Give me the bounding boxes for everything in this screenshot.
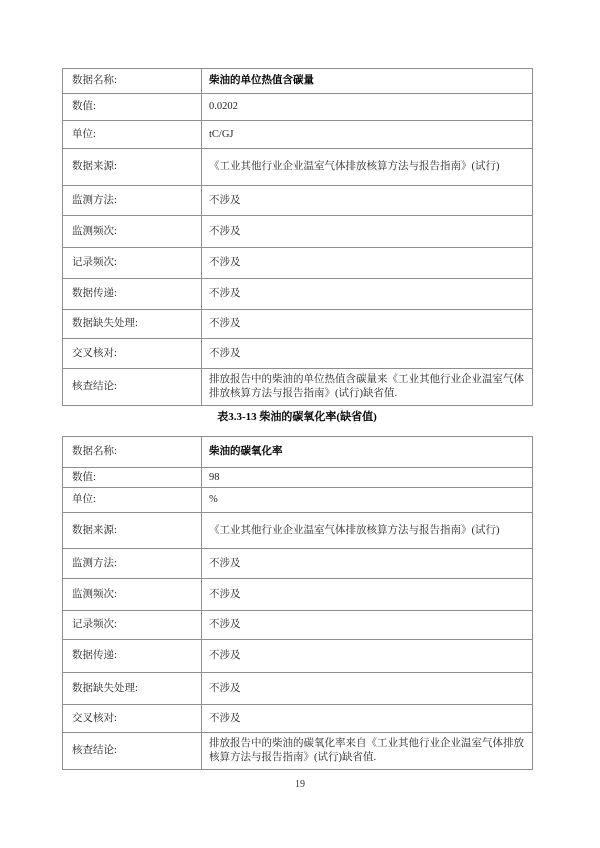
row-label: 数值: <box>63 94 202 121</box>
row-label: 监测方法: <box>63 186 202 216</box>
row-value: 不涉及 <box>202 673 533 705</box>
row-value: 不涉及 <box>202 310 533 339</box>
row-label: 数据传递: <box>63 279 202 310</box>
row-label: 数据名称: <box>63 437 202 468</box>
row-value: 不涉及 <box>202 549 533 579</box>
row-label: 记录频次: <box>63 248 202 279</box>
row-value: 不涉及 <box>202 248 533 279</box>
row-value: 不涉及 <box>202 216 533 248</box>
row-label: 记录频次: <box>63 611 202 640</box>
row-label: 核查结论: <box>63 733 202 770</box>
table-diesel-carbon-oxidation-rate <box>62 436 533 770</box>
table-row <box>63 339 533 369</box>
row-value: tC/GJ <box>202 121 533 149</box>
table-row <box>63 705 533 733</box>
table-diesel-heat-value-carbon-content <box>62 68 533 406</box>
row-label: 监测频次: <box>63 579 202 611</box>
row-value: 0.0202 <box>202 94 533 121</box>
row-value: 不涉及 <box>202 611 533 640</box>
row-label: 交叉核对: <box>63 339 202 369</box>
table-row <box>63 94 533 121</box>
row-value: 不涉及 <box>202 279 533 310</box>
table-row <box>63 186 533 216</box>
row-value: 不涉及 <box>202 579 533 611</box>
row-label: 单位: <box>63 488 202 513</box>
table-row <box>63 69 533 94</box>
table-row <box>63 640 533 673</box>
table-row <box>63 513 533 549</box>
table-row <box>63 279 533 310</box>
row-label: 核查结论: <box>63 369 202 406</box>
row-value: 不涉及 <box>202 705 533 733</box>
row-label: 交叉核对: <box>63 705 202 733</box>
table-row <box>63 310 533 339</box>
row-value: 排放报告中的柴油的单位热值含碳量来《工业其他行业企业温室气体排放核算方法与报告指南》(试行)缺省值. <box>202 369 533 406</box>
row-label: 数据缺失处理: <box>63 673 202 705</box>
table-row <box>63 121 533 149</box>
table-row <box>63 468 533 488</box>
table-caption: 表3.3-13 柴油的碳氧化率(缺省值) <box>217 411 377 423</box>
table-row <box>63 579 533 611</box>
row-value: 不涉及 <box>202 186 533 216</box>
table-row <box>63 149 533 186</box>
row-value: 98 <box>202 468 533 488</box>
row-value: 不涉及 <box>202 640 533 673</box>
table-row <box>63 488 533 513</box>
row-label: 数据缺失处理: <box>63 310 202 339</box>
row-value: 柴油的碳氧化率 <box>202 437 533 468</box>
table-row <box>63 437 533 468</box>
row-label: 数据传递: <box>63 640 202 673</box>
row-label: 监测频次: <box>63 216 202 248</box>
row-label: 数据来源: <box>63 149 202 186</box>
row-value: 排放报告中的柴油的碳氧化率来自《工业其他行业企业温室气体排放核算方法与报告指南》(试行)缺省值. <box>202 733 533 770</box>
row-label: 单位: <box>63 121 202 149</box>
row-label: 数据来源: <box>63 513 202 549</box>
table-row <box>63 733 533 770</box>
table-row <box>63 673 533 705</box>
row-label: 监测方法: <box>63 549 202 579</box>
row-label: 数值: <box>63 468 202 488</box>
row-value: 《工业其他行业企业温室气体排放核算方法与报告指南》(试行) <box>202 513 533 549</box>
table-row <box>63 248 533 279</box>
table-row <box>63 369 533 406</box>
table-row <box>63 216 533 248</box>
page-number: 19 <box>295 779 305 790</box>
table-row <box>63 549 533 579</box>
row-value: % <box>202 488 533 513</box>
row-label: 数据名称: <box>63 69 202 94</box>
row-value: 柴油的单位热值含碳量 <box>202 69 533 94</box>
row-value: 《工业其他行业企业温室气体排放核算方法与报告指南》(试行) <box>202 149 533 186</box>
row-value: 不涉及 <box>202 339 533 369</box>
table-row <box>63 611 533 640</box>
